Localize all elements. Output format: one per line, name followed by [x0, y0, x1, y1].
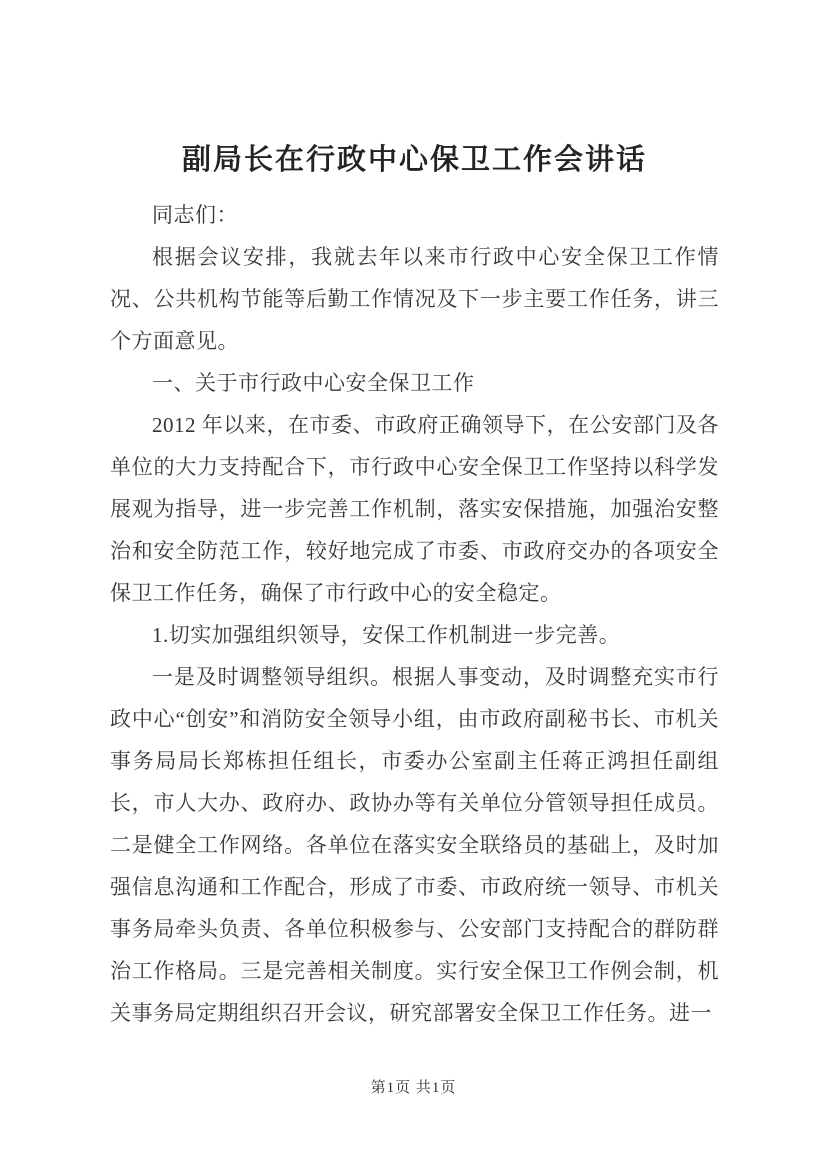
- page-number-footer: 第1页 共1页: [370, 1080, 457, 1096]
- paragraph-section-heading: 一、关于市行政中心安全保卫工作: [152, 371, 475, 395]
- paragraph-overview: 2012 年以来，在市委、市政府正确领导下，在公安部门及各单位的大力支持配合下，市行政中心安全保卫工作坚持以科学发展观为指导，进一步完善工作机制，落实安保措施，加强治安整治和安全防范工作，较好地完成了市委、市政府交办的各项安全保卫工作任务，确保了市行政中心的安全稳定。: [110, 413, 719, 605]
- paragraph-subheading: 1.切实加强组织领导，安保工作机制进一步完善。: [152, 623, 621, 647]
- paragraph-salutation: 同志们：: [152, 203, 238, 227]
- paragraph-details: 一是及时调整领导组织。根据人事变动，及时调整充实市行政中心“创安”和消防安全领导小组，由市政府副秘书长、市机关事务局局长郑栋担任组长，市委办公室副主任蒋正鸿担任副组长，市人大办、政府办、政协办等有关单位分管领导担任成员。二是健全工作网络。各单位在落实安全联络员的基础上，及时加强信息沟通和工作配合，形成了市委、市政府统一领导、市机关事务局牵头负责、各单位积极参与、公安部门支持配合的群防群治工作格局。三是完善相关制度。实行安全保卫工作例会制，机关事务局定期组织召开会议，研究部署安全保卫工作任务。进一: [110, 665, 719, 1025]
- document-body: [110, 194, 719, 1034]
- paragraph-intro: 根据会议安排，我就去年以来市行政中心安全保卫工作情况、公共机构节能等后勤工作情况及下一步主要工作任务，讲三个方面意见。: [110, 245, 719, 353]
- document-title: 副局长在行政中心保卫工作会讲话: [181, 144, 647, 176]
